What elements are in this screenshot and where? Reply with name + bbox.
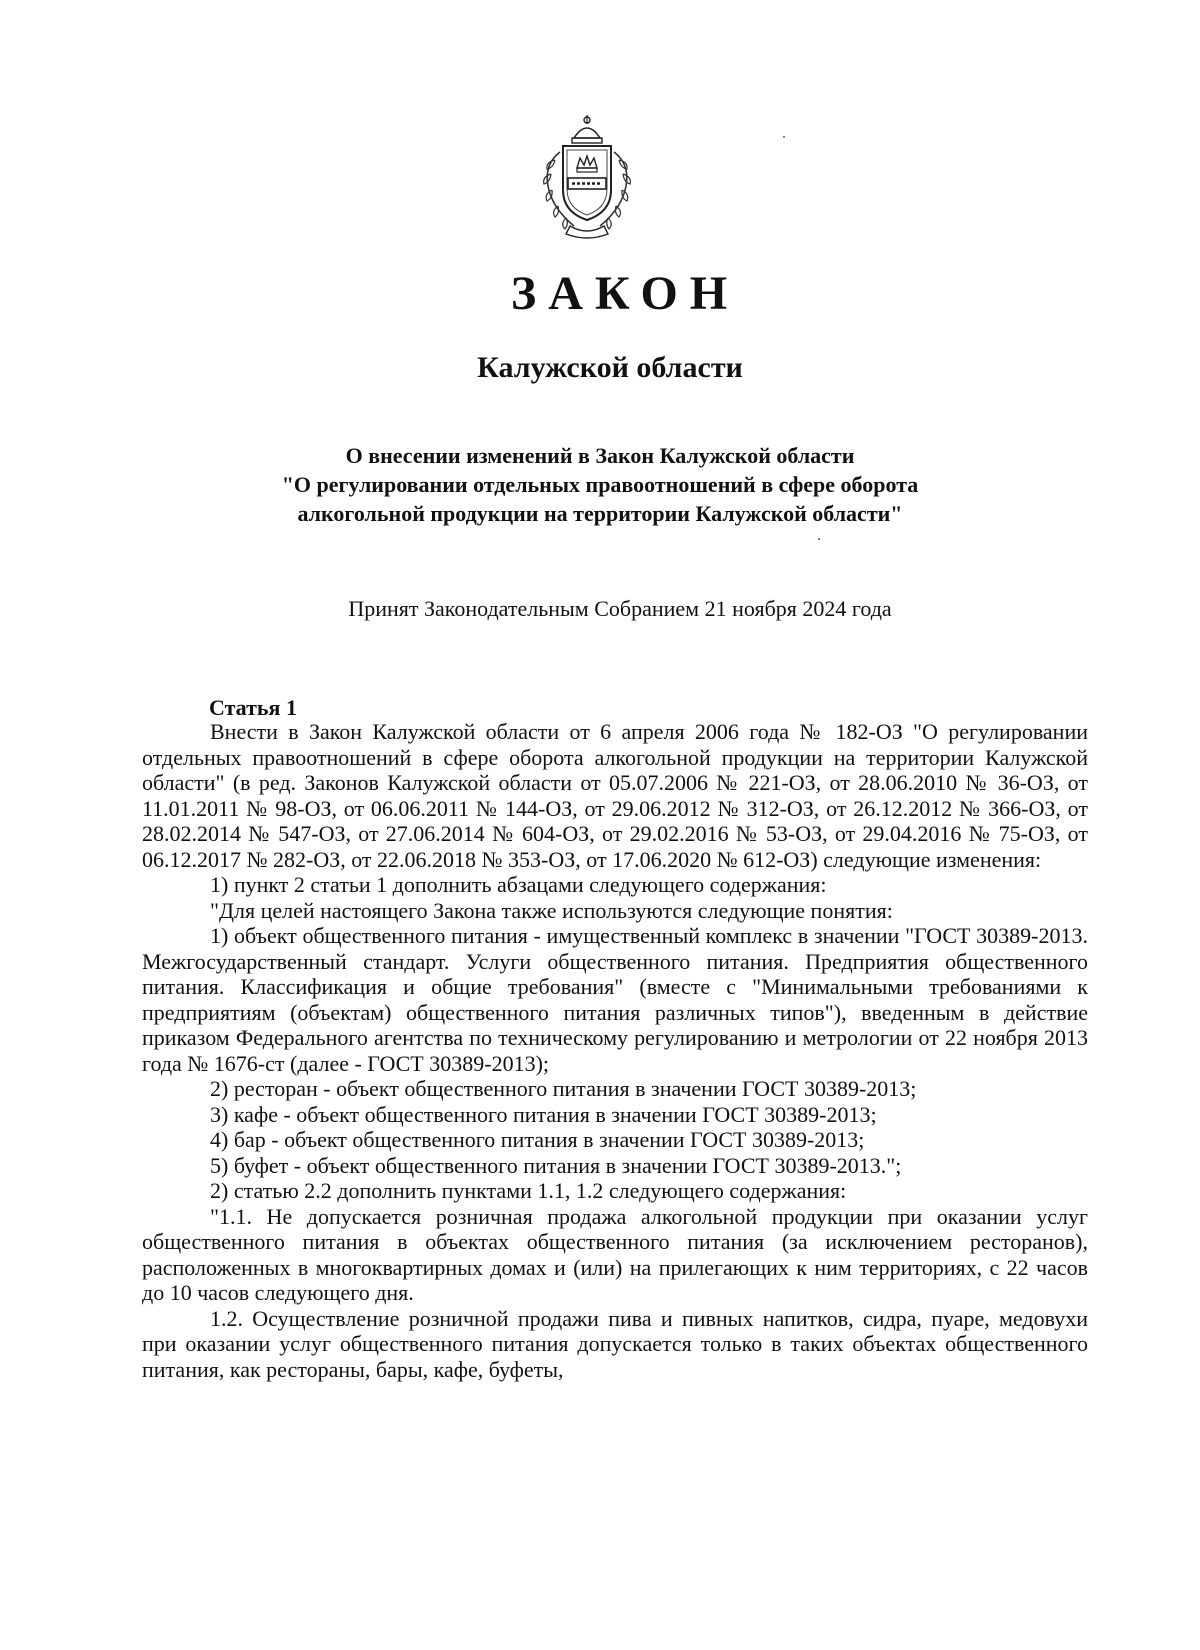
paragraph: 5) буфет - объект общественного питания в значении ГОСТ 30389-2013.";	[210, 1152, 902, 1178]
title-line: О внесении изменений в Закон Калужской области	[345, 443, 855, 468]
coat-of-arms-icon	[530, 112, 644, 242]
paragraph: 1) пункт 2 статьи 1 дополнить абзацами следующего содержания:	[210, 872, 827, 897]
paragraph: "Для целей настоящего Закона также используются следующие понятия:	[210, 897, 893, 923]
paragraph: 2) статью 2.2 дополнить пунктами 1.1, 1.2 следующего содержания:	[210, 1178, 847, 1203]
document-body	[142, 719, 1088, 1382]
paragraph: 2) ресторан - объект общественного питания в значении ГОСТ 30389-2013;	[210, 1076, 917, 1101]
article-heading: Статья 1	[209, 695, 297, 720]
title-line: "О регулировании отдельных правоотношений в сфере оборота	[281, 472, 919, 497]
paragraph: "1.1. Не допускается розничная продажа алкогольной продукции при оказании услуг общественного питания в объектах общественного питания (за исключением ресторанов), расположенных в многоквартирных домах и (или) на прилегающих к ним территориях, с 22 часов до 10 часов следующего дня.	[142, 1203, 1088, 1305]
paragraph: 4) бар - объект общественного питания в значении ГОСТ 30389-2013;	[210, 1127, 865, 1152]
paragraph: 1.2. Осуществление розничной продажи пива и пивных напитков, сидра, пуаре, медовухи при оказании услуг общественного питания допускается только в таких объектах общественного питания, как рестораны, бары, кафе, буфеты,	[142, 1305, 1088, 1382]
document-region: Калужской области	[477, 351, 743, 384]
scan-speck	[783, 136, 785, 138]
document-title	[200, 441, 1000, 528]
scan-speck	[818, 538, 820, 540]
paragraph: Внести в Закон Калужской области от 6 апреля 2006 года № 182-ОЗ "О регулировании отдельных правоотношений в сфере оборота алкогольной продукции на территории Калужской области" (в ред. Законов Калужской области от 05.07.2006 № 221-ОЗ, от 28.06.2010 № 36-ОЗ, от 11.01.2011 № 98-ОЗ, от 06.06.2011 № 144-ОЗ, от 29.06.2012 № 312-ОЗ, от 26.12.2012 № 366-ОЗ, от 28.02.2014 № 547-ОЗ, от 27.06.2014 № 604-ОЗ, от 29.02.2016 № 53-ОЗ, от 29.04.2016 № 75-ОЗ, от 06.12.2017 № 282-ОЗ, от 22.06.2018 № 353-ОЗ, от 17.06.2020 № 612-ОЗ) следующие изменения:	[142, 719, 1088, 872]
adoption-line: Принят Законодательным Собранием 21 ноября 2024 года	[348, 596, 892, 621]
title-line: алкогольной продукции на территории Калужской области"	[297, 501, 903, 526]
document-kind: ЗАКОН	[510, 267, 740, 320]
paragraph: 3) кафе - объект общественного питания в значении ГОСТ 30389-2013;	[210, 1101, 877, 1127]
paragraph: 1) объект общественного питания - имущественный комплекс в значении "ГОСТ 30389-2013. Межгосударственный стандарт. Услуги общественного питания. Предприятия общественного питания. Классификация и общие требования" (вместе с "Минимальными требованиями к предприятиям (объектам) общественного питания различных типов"), введенным в действие приказом Федерального агентства по техническому регулированию и метрологии от 22 ноября 2013 года № 1676-ст (далее - ГОСТ 30389-2013);	[142, 923, 1088, 1076]
